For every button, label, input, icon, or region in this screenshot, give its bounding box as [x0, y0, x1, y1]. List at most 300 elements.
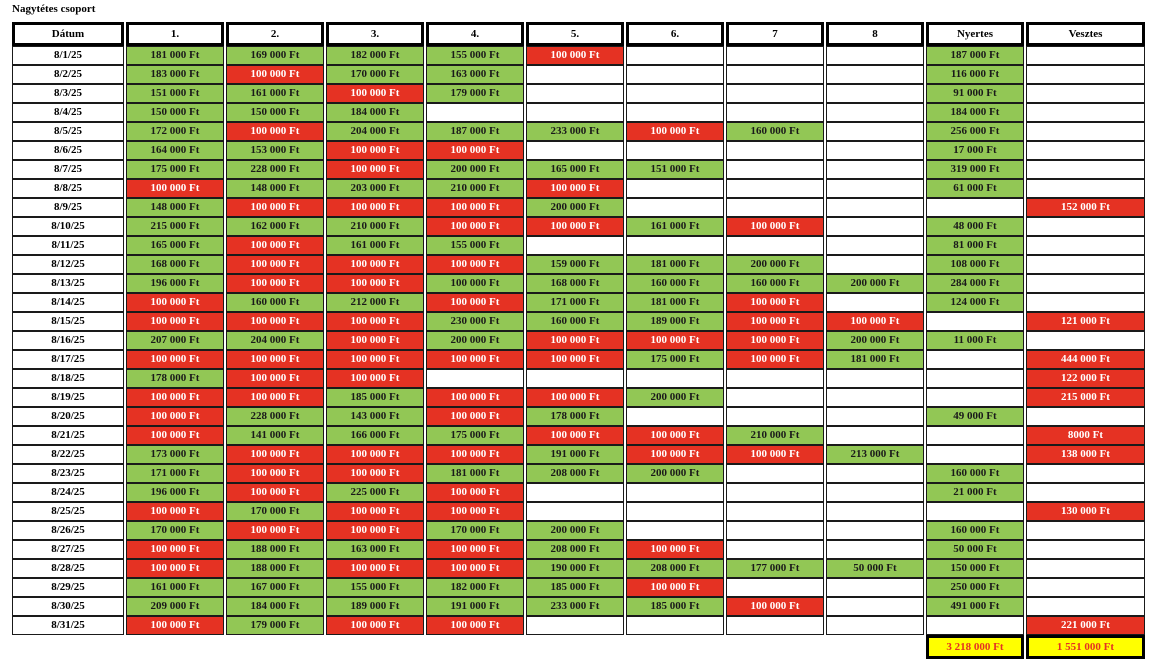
- cell-col-1[interactable]: 173 000 Ft: [126, 445, 224, 464]
- cell-col-5[interactable]: 100 000 Ft: [526, 331, 624, 350]
- cell-col-5[interactable]: 208 000 Ft: [526, 464, 624, 483]
- cell-col-2[interactable]: 100 000 Ft: [226, 312, 324, 331]
- cell-col-2[interactable]: 179 000 Ft: [226, 616, 324, 635]
- cell-col-8[interactable]: [826, 616, 924, 635]
- cell-col-4[interactable]: 100 000 Ft: [426, 559, 524, 578]
- cell-col-5[interactable]: 200 000 Ft: [526, 198, 624, 217]
- cell-col-3[interactable]: 100 000 Ft: [326, 445, 424, 464]
- cell-col-3[interactable]: 143 000 Ft: [326, 407, 424, 426]
- date-cell[interactable]: 8/22/25: [12, 445, 124, 464]
- cell-col-1[interactable]: 168 000 Ft: [126, 255, 224, 274]
- cell-col-8[interactable]: [826, 597, 924, 616]
- cell-col-4[interactable]: 100 000 Ft: [426, 388, 524, 407]
- date-cell[interactable]: 8/11/25: [12, 236, 124, 255]
- cell-col-5[interactable]: 100 000 Ft: [526, 217, 624, 236]
- cell-col-8[interactable]: 200 000 Ft: [826, 331, 924, 350]
- cell-col-5[interactable]: 233 000 Ft: [526, 597, 624, 616]
- cell-col-4[interactable]: 100 000 Ft: [426, 502, 524, 521]
- cell-col-1[interactable]: 100 000 Ft: [126, 179, 224, 198]
- cell-loser[interactable]: 121 000 Ft: [1026, 312, 1145, 331]
- cell-col-1[interactable]: 100 000 Ft: [126, 559, 224, 578]
- date-cell[interactable]: 8/10/25: [12, 217, 124, 236]
- cell-col-7[interactable]: [726, 103, 824, 122]
- cell-col-5[interactable]: [526, 103, 624, 122]
- cell-col-3[interactable]: 100 000 Ft: [326, 331, 424, 350]
- cell-col-1[interactable]: 196 000 Ft: [126, 483, 224, 502]
- cell-col-1[interactable]: 175 000 Ft: [126, 160, 224, 179]
- cell-col-7[interactable]: [726, 369, 824, 388]
- cell-col-2[interactable]: 162 000 Ft: [226, 217, 324, 236]
- cell-col-3[interactable]: 100 000 Ft: [326, 350, 424, 369]
- cell-loser[interactable]: [1026, 274, 1145, 293]
- cell-col-7[interactable]: [726, 141, 824, 160]
- date-cell[interactable]: 8/9/25: [12, 198, 124, 217]
- date-cell[interactable]: 8/26/25: [12, 521, 124, 540]
- cell-col-5[interactable]: [526, 84, 624, 103]
- cell-col-2[interactable]: 100 000 Ft: [226, 445, 324, 464]
- cell-col-3[interactable]: 100 000 Ft: [326, 369, 424, 388]
- cell-col-7[interactable]: [726, 65, 824, 84]
- cell-col-7[interactable]: [726, 464, 824, 483]
- cell-winner[interactable]: 17 000 Ft: [926, 141, 1024, 160]
- cell-col-1[interactable]: 151 000 Ft: [126, 84, 224, 103]
- cell-col-4[interactable]: 100 000 Ft: [426, 445, 524, 464]
- cell-col-8[interactable]: [826, 407, 924, 426]
- cell-loser[interactable]: [1026, 331, 1145, 350]
- cell-col-1[interactable]: 100 000 Ft: [126, 350, 224, 369]
- date-cell[interactable]: 8/21/25: [12, 426, 124, 445]
- date-cell[interactable]: 8/30/25: [12, 597, 124, 616]
- cell-col-2[interactable]: 141 000 Ft: [226, 426, 324, 445]
- date-cell[interactable]: 8/12/25: [12, 255, 124, 274]
- date-cell[interactable]: 8/29/25: [12, 578, 124, 597]
- cell-loser[interactable]: [1026, 160, 1145, 179]
- cell-winner[interactable]: 48 000 Ft: [926, 217, 1024, 236]
- cell-col-4[interactable]: 155 000 Ft: [426, 236, 524, 255]
- cell-col-8[interactable]: [826, 293, 924, 312]
- cell-col-6[interactable]: 100 000 Ft: [626, 331, 724, 350]
- cell-col-1[interactable]: 172 000 Ft: [126, 122, 224, 141]
- cell-col-8[interactable]: [826, 369, 924, 388]
- cell-col-8[interactable]: [826, 483, 924, 502]
- cell-col-4[interactable]: 163 000 Ft: [426, 65, 524, 84]
- cell-col-3[interactable]: 203 000 Ft: [326, 179, 424, 198]
- cell-col-6[interactable]: 100 000 Ft: [626, 578, 724, 597]
- date-cell[interactable]: 8/2/25: [12, 65, 124, 84]
- cell-col-1[interactable]: 161 000 Ft: [126, 578, 224, 597]
- cell-col-3[interactable]: 170 000 Ft: [326, 65, 424, 84]
- cell-col-7[interactable]: 160 000 Ft: [726, 122, 824, 141]
- cell-col-8[interactable]: 213 000 Ft: [826, 445, 924, 464]
- cell-col-8[interactable]: [826, 388, 924, 407]
- header-cell-7[interactable]: 7: [726, 22, 824, 46]
- cell-col-5[interactable]: [526, 369, 624, 388]
- cell-col-2[interactable]: 100 000 Ft: [226, 483, 324, 502]
- cell-col-5[interactable]: 165 000 Ft: [526, 160, 624, 179]
- cell-col-7[interactable]: [726, 160, 824, 179]
- cell-winner[interactable]: 50 000 Ft: [926, 540, 1024, 559]
- cell-col-1[interactable]: 181 000 Ft: [126, 46, 224, 65]
- cell-winner[interactable]: 81 000 Ft: [926, 236, 1024, 255]
- cell-col-3[interactable]: 100 000 Ft: [326, 141, 424, 160]
- cell-winner[interactable]: 116 000 Ft: [926, 65, 1024, 84]
- cell-col-2[interactable]: 100 000 Ft: [226, 65, 324, 84]
- cell-col-7[interactable]: [726, 483, 824, 502]
- cell-col-4[interactable]: 175 000 Ft: [426, 426, 524, 445]
- cell-col-1[interactable]: 100 000 Ft: [126, 426, 224, 445]
- cell-loser[interactable]: [1026, 597, 1145, 616]
- cell-col-8[interactable]: [826, 103, 924, 122]
- cell-col-7[interactable]: 100 000 Ft: [726, 217, 824, 236]
- cell-winner[interactable]: 256 000 Ft: [926, 122, 1024, 141]
- date-cell[interactable]: 8/1/25: [12, 46, 124, 65]
- cell-col-2[interactable]: 100 000 Ft: [226, 464, 324, 483]
- cell-col-4[interactable]: 182 000 Ft: [426, 578, 524, 597]
- cell-col-1[interactable]: 100 000 Ft: [126, 502, 224, 521]
- cell-winner[interactable]: 21 000 Ft: [926, 483, 1024, 502]
- cell-col-4[interactable]: 100 000 Ft: [426, 540, 524, 559]
- cell-winner[interactable]: 184 000 Ft: [926, 103, 1024, 122]
- cell-col-7[interactable]: [726, 540, 824, 559]
- cell-winner[interactable]: 124 000 Ft: [926, 293, 1024, 312]
- cell-col-4[interactable]: 187 000 Ft: [426, 122, 524, 141]
- cell-winner[interactable]: [926, 350, 1024, 369]
- cell-loser[interactable]: [1026, 46, 1145, 65]
- cell-col-5[interactable]: 200 000 Ft: [526, 521, 624, 540]
- cell-col-2[interactable]: 100 000 Ft: [226, 521, 324, 540]
- cell-winner[interactable]: [926, 616, 1024, 635]
- cell-col-6[interactable]: [626, 46, 724, 65]
- cell-winner[interactable]: 160 000 Ft: [926, 464, 1024, 483]
- cell-winner[interactable]: [926, 388, 1024, 407]
- cell-col-5[interactable]: 190 000 Ft: [526, 559, 624, 578]
- cell-col-7[interactable]: 100 000 Ft: [726, 312, 824, 331]
- cell-col-5[interactable]: [526, 65, 624, 84]
- cell-loser[interactable]: [1026, 483, 1145, 502]
- cell-col-7[interactable]: [726, 388, 824, 407]
- cell-col-8[interactable]: [826, 141, 924, 160]
- cell-col-1[interactable]: 209 000 Ft: [126, 597, 224, 616]
- cell-loser[interactable]: [1026, 521, 1145, 540]
- cell-winner[interactable]: 150 000 Ft: [926, 559, 1024, 578]
- cell-col-6[interactable]: [626, 407, 724, 426]
- cell-winner[interactable]: 61 000 Ft: [926, 179, 1024, 198]
- cell-col-5[interactable]: [526, 616, 624, 635]
- cell-col-2[interactable]: 170 000 Ft: [226, 502, 324, 521]
- cell-winner[interactable]: 108 000 Ft: [926, 255, 1024, 274]
- cell-loser[interactable]: [1026, 217, 1145, 236]
- cell-col-7[interactable]: 100 000 Ft: [726, 597, 824, 616]
- cell-col-8[interactable]: [826, 502, 924, 521]
- cell-col-7[interactable]: 100 000 Ft: [726, 350, 824, 369]
- date-cell[interactable]: 8/7/25: [12, 160, 124, 179]
- cell-col-7[interactable]: [726, 407, 824, 426]
- cell-col-6[interactable]: [626, 521, 724, 540]
- cell-col-6[interactable]: [626, 198, 724, 217]
- cell-loser[interactable]: [1026, 103, 1145, 122]
- date-cell[interactable]: 8/8/25: [12, 179, 124, 198]
- cell-col-3[interactable]: 204 000 Ft: [326, 122, 424, 141]
- cell-col-5[interactable]: 185 000 Ft: [526, 578, 624, 597]
- cell-winner[interactable]: [926, 502, 1024, 521]
- cell-col-4[interactable]: 100 000 Ft: [426, 141, 524, 160]
- cell-col-1[interactable]: 207 000 Ft: [126, 331, 224, 350]
- cell-col-7[interactable]: [726, 521, 824, 540]
- cell-loser[interactable]: 215 000 Ft: [1026, 388, 1145, 407]
- cell-col-7[interactable]: [726, 198, 824, 217]
- cell-col-1[interactable]: 100 000 Ft: [126, 388, 224, 407]
- cell-winner[interactable]: [926, 445, 1024, 464]
- cell-col-3[interactable]: 100 000 Ft: [326, 198, 424, 217]
- cell-col-3[interactable]: 100 000 Ft: [326, 84, 424, 103]
- cell-loser[interactable]: [1026, 84, 1145, 103]
- cell-col-8[interactable]: [826, 217, 924, 236]
- cell-col-1[interactable]: 196 000 Ft: [126, 274, 224, 293]
- cell-col-5[interactable]: 100 000 Ft: [526, 350, 624, 369]
- cell-col-2[interactable]: 184 000 Ft: [226, 597, 324, 616]
- cell-col-6[interactable]: 189 000 Ft: [626, 312, 724, 331]
- cell-loser[interactable]: [1026, 255, 1145, 274]
- cell-winner[interactable]: 49 000 Ft: [926, 407, 1024, 426]
- cell-col-8[interactable]: [826, 46, 924, 65]
- cell-col-2[interactable]: 161 000 Ft: [226, 84, 324, 103]
- cell-col-3[interactable]: 163 000 Ft: [326, 540, 424, 559]
- cell-col-8[interactable]: [826, 160, 924, 179]
- cell-col-6[interactable]: 100 000 Ft: [626, 445, 724, 464]
- cell-col-3[interactable]: 166 000 Ft: [326, 426, 424, 445]
- cell-col-1[interactable]: 148 000 Ft: [126, 198, 224, 217]
- cell-col-1[interactable]: 171 000 Ft: [126, 464, 224, 483]
- date-cell[interactable]: 8/25/25: [12, 502, 124, 521]
- cell-col-5[interactable]: 100 000 Ft: [526, 46, 624, 65]
- cell-col-6[interactable]: 181 000 Ft: [626, 293, 724, 312]
- cell-col-4[interactable]: 100 000 Ft: [426, 407, 524, 426]
- cell-loser[interactable]: [1026, 236, 1145, 255]
- date-cell[interactable]: 8/13/25: [12, 274, 124, 293]
- cell-col-2[interactable]: 167 000 Ft: [226, 578, 324, 597]
- cell-col-2[interactable]: 169 000 Ft: [226, 46, 324, 65]
- cell-col-8[interactable]: 181 000 Ft: [826, 350, 924, 369]
- header-cell-loser[interactable]: Vesztes: [1026, 22, 1145, 46]
- cell-col-6[interactable]: 100 000 Ft: [626, 122, 724, 141]
- cell-col-8[interactable]: [826, 426, 924, 445]
- cell-col-6[interactable]: 200 000 Ft: [626, 464, 724, 483]
- date-cell[interactable]: 8/31/25: [12, 616, 124, 635]
- cell-winner[interactable]: 187 000 Ft: [926, 46, 1024, 65]
- cell-loser[interactable]: 130 000 Ft: [1026, 502, 1145, 521]
- cell-winner[interactable]: 491 000 Ft: [926, 597, 1024, 616]
- cell-col-5[interactable]: 100 000 Ft: [526, 179, 624, 198]
- cell-col-6[interactable]: 161 000 Ft: [626, 217, 724, 236]
- cell-col-3[interactable]: 185 000 Ft: [326, 388, 424, 407]
- cell-col-1[interactable]: 183 000 Ft: [126, 65, 224, 84]
- cell-col-7[interactable]: 100 000 Ft: [726, 331, 824, 350]
- cell-loser[interactable]: 152 000 Ft: [1026, 198, 1145, 217]
- cell-winner[interactable]: 250 000 Ft: [926, 578, 1024, 597]
- cell-winner[interactable]: [926, 312, 1024, 331]
- cell-winner[interactable]: 160 000 Ft: [926, 521, 1024, 540]
- cell-col-6[interactable]: [626, 103, 724, 122]
- cell-loser[interactable]: [1026, 578, 1145, 597]
- cell-col-5[interactable]: 160 000 Ft: [526, 312, 624, 331]
- cell-col-1[interactable]: 170 000 Ft: [126, 521, 224, 540]
- cell-col-2[interactable]: 100 000 Ft: [226, 122, 324, 141]
- cell-col-4[interactable]: [426, 103, 524, 122]
- cell-col-4[interactable]: 100 000 Ft: [426, 217, 524, 236]
- cell-loser[interactable]: 444 000 Ft: [1026, 350, 1145, 369]
- cell-col-3[interactable]: 100 000 Ft: [326, 274, 424, 293]
- cell-col-4[interactable]: [426, 369, 524, 388]
- cell-col-6[interactable]: 100 000 Ft: [626, 426, 724, 445]
- cell-col-6[interactable]: [626, 179, 724, 198]
- cell-col-1[interactable]: 100 000 Ft: [126, 407, 224, 426]
- cell-col-5[interactable]: [526, 236, 624, 255]
- cell-col-6[interactable]: [626, 84, 724, 103]
- cell-col-4[interactable]: 100 000 Ft: [426, 483, 524, 502]
- cell-col-2[interactable]: 150 000 Ft: [226, 103, 324, 122]
- cell-col-6[interactable]: 175 000 Ft: [626, 350, 724, 369]
- cell-col-4[interactable]: 170 000 Ft: [426, 521, 524, 540]
- cell-col-3[interactable]: 210 000 Ft: [326, 217, 424, 236]
- cell-col-6[interactable]: 200 000 Ft: [626, 388, 724, 407]
- cell-col-5[interactable]: [526, 502, 624, 521]
- date-cell[interactable]: 8/23/25: [12, 464, 124, 483]
- cell-winner[interactable]: [926, 369, 1024, 388]
- cell-col-6[interactable]: [626, 483, 724, 502]
- cell-col-5[interactable]: 233 000 Ft: [526, 122, 624, 141]
- cell-col-7[interactable]: 200 000 Ft: [726, 255, 824, 274]
- cell-loser[interactable]: 138 000 Ft: [1026, 445, 1145, 464]
- cell-col-8[interactable]: [826, 179, 924, 198]
- date-cell[interactable]: 8/20/25: [12, 407, 124, 426]
- cell-col-5[interactable]: 171 000 Ft: [526, 293, 624, 312]
- cell-col-4[interactable]: 100 000 Ft: [426, 274, 524, 293]
- header-cell-6[interactable]: 6.: [626, 22, 724, 46]
- cell-col-8[interactable]: [826, 236, 924, 255]
- cell-col-3[interactable]: 100 000 Ft: [326, 616, 424, 635]
- cell-col-2[interactable]: 100 000 Ft: [226, 388, 324, 407]
- cell-col-2[interactable]: 188 000 Ft: [226, 559, 324, 578]
- cell-col-3[interactable]: 161 000 Ft: [326, 236, 424, 255]
- cell-winner[interactable]: [926, 426, 1024, 445]
- cell-col-1[interactable]: 100 000 Ft: [126, 540, 224, 559]
- cell-col-4[interactable]: 200 000 Ft: [426, 160, 524, 179]
- cell-col-6[interactable]: 181 000 Ft: [626, 255, 724, 274]
- cell-col-7[interactable]: 100 000 Ft: [726, 293, 824, 312]
- cell-col-4[interactable]: 191 000 Ft: [426, 597, 524, 616]
- cell-col-8[interactable]: 100 000 Ft: [826, 312, 924, 331]
- cell-col-3[interactable]: 155 000 Ft: [326, 578, 424, 597]
- cell-col-8[interactable]: [826, 521, 924, 540]
- cell-col-2[interactable]: 153 000 Ft: [226, 141, 324, 160]
- cell-col-7[interactable]: 177 000 Ft: [726, 559, 824, 578]
- cell-col-5[interactable]: 208 000 Ft: [526, 540, 624, 559]
- cell-col-8[interactable]: 50 000 Ft: [826, 559, 924, 578]
- date-cell[interactable]: 8/19/25: [12, 388, 124, 407]
- cell-col-8[interactable]: [826, 464, 924, 483]
- cell-col-6[interactable]: 100 000 Ft: [626, 540, 724, 559]
- cell-col-3[interactable]: 225 000 Ft: [326, 483, 424, 502]
- cell-col-8[interactable]: 200 000 Ft: [826, 274, 924, 293]
- cell-col-5[interactable]: 191 000 Ft: [526, 445, 624, 464]
- cell-col-2[interactable]: 100 000 Ft: [226, 350, 324, 369]
- cell-col-7[interactable]: 210 000 Ft: [726, 426, 824, 445]
- cell-col-5[interactable]: 100 000 Ft: [526, 388, 624, 407]
- cell-col-5[interactable]: 159 000 Ft: [526, 255, 624, 274]
- cell-col-5[interactable]: [526, 141, 624, 160]
- cell-col-4[interactable]: 100 000 Ft: [426, 616, 524, 635]
- cell-loser[interactable]: [1026, 559, 1145, 578]
- cell-col-7[interactable]: [726, 616, 824, 635]
- cell-col-6[interactable]: 185 000 Ft: [626, 597, 724, 616]
- cell-col-8[interactable]: [826, 84, 924, 103]
- cell-col-3[interactable]: 212 000 Ft: [326, 293, 424, 312]
- cell-col-6[interactable]: [626, 141, 724, 160]
- cell-col-1[interactable]: 100 000 Ft: [126, 616, 224, 635]
- cell-col-1[interactable]: 178 000 Ft: [126, 369, 224, 388]
- cell-col-8[interactable]: [826, 578, 924, 597]
- cell-col-8[interactable]: [826, 540, 924, 559]
- date-cell[interactable]: 8/4/25: [12, 103, 124, 122]
- cell-col-1[interactable]: 165 000 Ft: [126, 236, 224, 255]
- cell-col-8[interactable]: [826, 255, 924, 274]
- cell-loser[interactable]: [1026, 179, 1145, 198]
- cell-loser[interactable]: [1026, 464, 1145, 483]
- cell-col-8[interactable]: [826, 122, 924, 141]
- date-cell[interactable]: 8/17/25: [12, 350, 124, 369]
- cell-col-2[interactable]: 100 000 Ft: [226, 274, 324, 293]
- header-cell-5[interactable]: 5.: [526, 22, 624, 46]
- cell-col-5[interactable]: 178 000 Ft: [526, 407, 624, 426]
- cell-col-2[interactable]: 100 000 Ft: [226, 369, 324, 388]
- cell-winner[interactable]: 284 000 Ft: [926, 274, 1024, 293]
- cell-col-6[interactable]: 208 000 Ft: [626, 559, 724, 578]
- cell-col-3[interactable]: 100 000 Ft: [326, 312, 424, 331]
- cell-col-6[interactable]: [626, 236, 724, 255]
- header-cell-4[interactable]: 4.: [426, 22, 524, 46]
- cell-col-4[interactable]: 179 000 Ft: [426, 84, 524, 103]
- cell-col-3[interactable]: 100 000 Ft: [326, 160, 424, 179]
- date-cell[interactable]: 8/27/25: [12, 540, 124, 559]
- total-loss-cell[interactable]: 1 551 000 Ft: [1026, 635, 1145, 659]
- cell-col-3[interactable]: 182 000 Ft: [326, 46, 424, 65]
- cell-col-4[interactable]: 100 000 Ft: [426, 198, 524, 217]
- header-cell-1[interactable]: 1.: [126, 22, 224, 46]
- cell-loser[interactable]: 221 000 Ft: [1026, 616, 1145, 635]
- header-cell-3[interactable]: 3.: [326, 22, 424, 46]
- cell-col-5[interactable]: 100 000 Ft: [526, 426, 624, 445]
- cell-col-7[interactable]: [726, 179, 824, 198]
- header-cell-8[interactable]: 8: [826, 22, 924, 46]
- cell-col-2[interactable]: 228 000 Ft: [226, 160, 324, 179]
- cell-col-4[interactable]: 100 000 Ft: [426, 293, 524, 312]
- cell-col-6[interactable]: [626, 616, 724, 635]
- cell-col-4[interactable]: 100 000 Ft: [426, 350, 524, 369]
- cell-loser[interactable]: [1026, 65, 1145, 84]
- cell-col-1[interactable]: 150 000 Ft: [126, 103, 224, 122]
- cell-col-1[interactable]: 215 000 Ft: [126, 217, 224, 236]
- cell-loser[interactable]: 8000 Ft: [1026, 426, 1145, 445]
- cell-col-7[interactable]: 100 000 Ft: [726, 445, 824, 464]
- cell-col-3[interactable]: 100 000 Ft: [326, 464, 424, 483]
- date-cell[interactable]: 8/14/25: [12, 293, 124, 312]
- cell-col-6[interactable]: 151 000 Ft: [626, 160, 724, 179]
- cell-col-5[interactable]: [526, 483, 624, 502]
- cell-col-3[interactable]: 100 000 Ft: [326, 521, 424, 540]
- cell-loser[interactable]: [1026, 407, 1145, 426]
- cell-loser[interactable]: [1026, 122, 1145, 141]
- cell-col-4[interactable]: 155 000 Ft: [426, 46, 524, 65]
